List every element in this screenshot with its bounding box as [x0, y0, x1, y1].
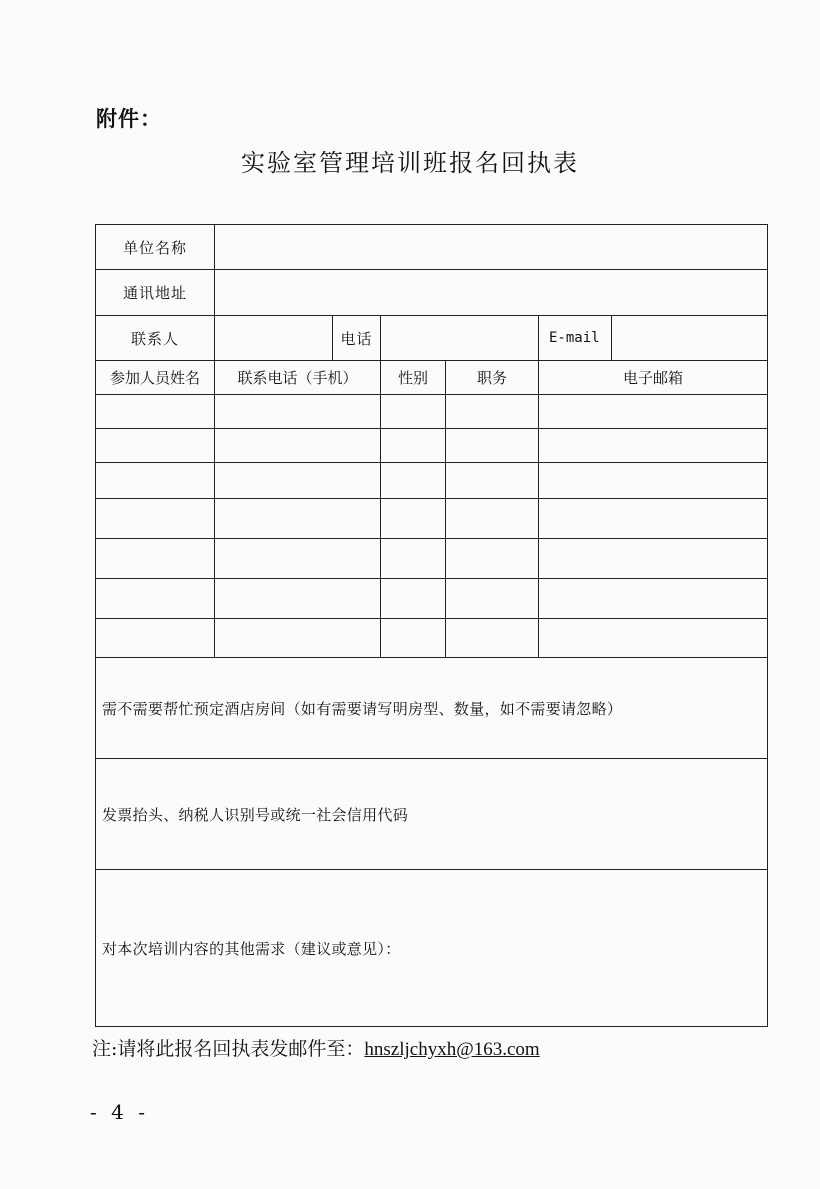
unit-name-field[interactable] [215, 225, 768, 270]
unit-name-label: 单位名称 [96, 225, 215, 270]
hotel-request-row [96, 658, 768, 759]
participant-email-cell[interactable] [539, 619, 768, 658]
participant-phone-cell[interactable] [215, 539, 381, 579]
col-header-email: 电子邮箱 [539, 361, 768, 395]
participant-position-cell[interactable] [446, 619, 539, 658]
participant-email-cell[interactable] [539, 539, 768, 579]
participant-row [96, 579, 768, 619]
col-header-name: 参加人员姓名 [96, 361, 215, 395]
unit-name-row [96, 225, 768, 270]
participant-phone-cell[interactable] [215, 463, 381, 499]
participant-email-cell[interactable] [539, 579, 768, 619]
participant-gender-cell[interactable] [381, 463, 446, 499]
participant-phone-cell[interactable] [215, 499, 381, 539]
page-number: - 4 - [90, 1100, 149, 1124]
participant-position-cell[interactable] [446, 463, 539, 499]
address-row [96, 270, 768, 316]
contact-row [96, 316, 768, 361]
participant-email-cell[interactable] [539, 395, 768, 429]
participant-position-cell[interactable] [446, 539, 539, 579]
participant-row [96, 499, 768, 539]
contact-label: 联系人 [96, 316, 215, 361]
page-title: 实验室管理培训班报名回执表 [241, 149, 579, 177]
col-header-phone: 联系电话（手机） [215, 361, 381, 395]
participant-name-cell[interactable] [96, 539, 215, 579]
participant-position-cell[interactable] [446, 499, 539, 539]
participant-position-cell[interactable] [446, 395, 539, 429]
footer-note [92, 1034, 540, 1061]
contact-field[interactable] [215, 316, 333, 361]
phone-label: 电话 [333, 316, 381, 361]
phone-field[interactable] [381, 316, 539, 361]
other-needs-row [96, 870, 768, 1027]
footer-email-link[interactable]: hnszljchyxh@163.com [364, 1039, 540, 1060]
participant-gender-cell[interactable] [381, 429, 446, 463]
participant-row [96, 429, 768, 463]
participant-phone-cell[interactable] [215, 395, 381, 429]
invoice-field[interactable] [96, 759, 768, 870]
participant-position-cell[interactable] [446, 429, 539, 463]
participant-row [96, 395, 768, 429]
participant-gender-cell[interactable] [381, 395, 446, 429]
attachment-label: 附件： [96, 107, 162, 131]
email-field[interactable] [612, 316, 768, 361]
col-header-gender: 性别 [381, 361, 446, 395]
col-header-position: 职务 [446, 361, 539, 395]
participant-gender-cell[interactable] [381, 579, 446, 619]
participant-name-cell[interactable] [96, 395, 215, 429]
invoice-row [96, 759, 768, 870]
participant-email-cell[interactable] [539, 463, 768, 499]
participant-row [96, 619, 768, 658]
registration-form-table [95, 224, 768, 1027]
invoice-label: 发票抬头、纳税人识别号或统一社会信用代码 [102, 805, 409, 824]
participant-phone-cell[interactable] [215, 579, 381, 619]
participant-gender-cell[interactable] [381, 619, 446, 658]
other-needs-field[interactable] [96, 870, 768, 1027]
email-label: E-mail [539, 316, 612, 361]
address-field[interactable] [215, 270, 768, 316]
participant-name-cell[interactable] [96, 619, 215, 658]
participant-row [96, 539, 768, 579]
participant-name-cell[interactable] [96, 499, 215, 539]
participant-phone-cell[interactable] [215, 619, 381, 658]
address-label: 通讯地址 [96, 270, 215, 316]
participant-email-cell[interactable] [539, 499, 768, 539]
participant-email-cell[interactable] [539, 429, 768, 463]
participant-row [96, 463, 768, 499]
participants-header-row [96, 361, 768, 395]
other-needs-label: 对本次培训内容的其他需求（建议或意见）： [102, 939, 401, 958]
participant-gender-cell[interactable] [381, 539, 446, 579]
footer-note-text: 注:请将此报名回执表发邮件至： [92, 1038, 365, 1060]
participant-position-cell[interactable] [446, 579, 539, 619]
participant-gender-cell[interactable] [381, 499, 446, 539]
participant-name-cell[interactable] [96, 463, 215, 499]
participant-name-cell[interactable] [96, 429, 215, 463]
hotel-request-field[interactable] [96, 658, 768, 759]
participant-phone-cell[interactable] [215, 429, 381, 463]
participant-name-cell[interactable] [96, 579, 215, 619]
hotel-request-label: 需不需要帮忙预定酒店房间（如有需要请写明房型、数量，如不需要请忽略） [102, 699, 623, 718]
